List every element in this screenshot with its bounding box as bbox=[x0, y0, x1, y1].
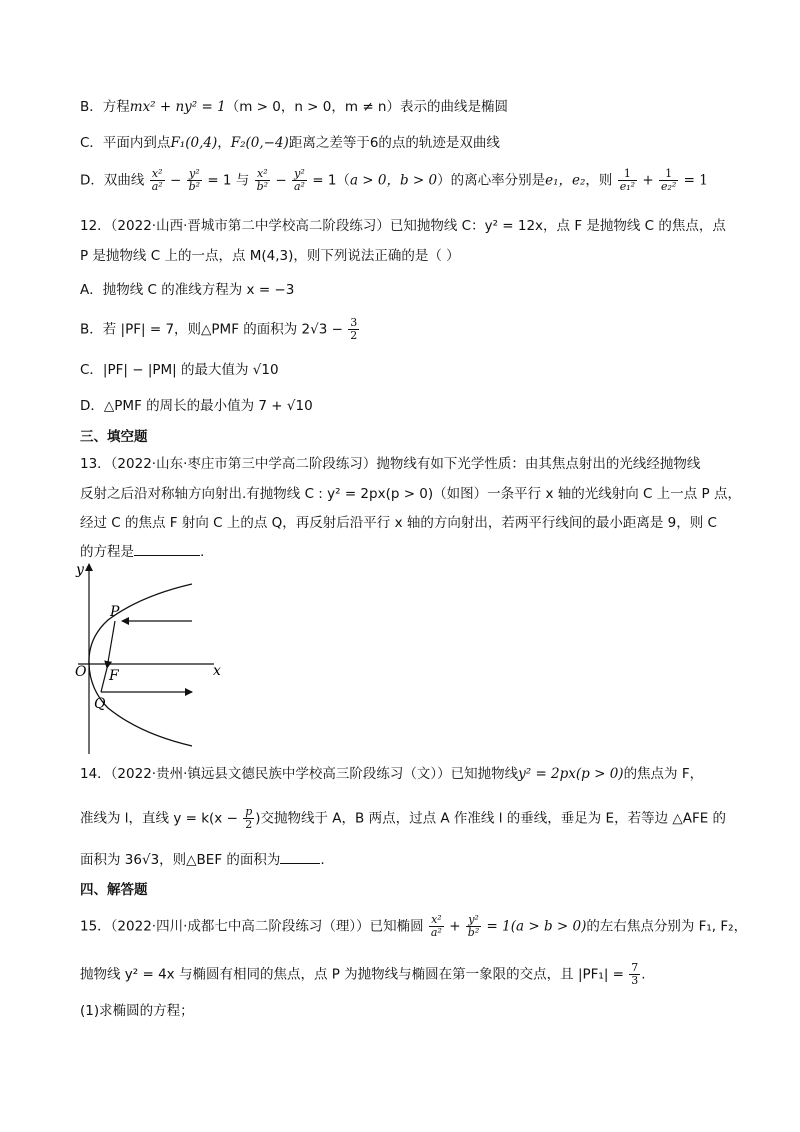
fraction: $\frac{\text{y²}}{\text{a²}}$ bbox=[293, 167, 305, 193]
label-p: P bbox=[110, 604, 120, 620]
q11-option-d: D．双曲线 $\frac{\text{x²}}{\text{a²}}$ − $\frac{\text{y²}}{\text{b²}}$ = 1 与 $\frac{\text{x²}}{\text{b²}}$ − $\frac{\text{y²}}{\text{a²}}$ = 1（a > 0，b > 0）的离心率分别是e₁，e₂，则 $\frac{1}{\text{e₁²}}$ + $\frac{1}{\text{e₂²}}$ = 1 bbox=[80, 167, 708, 193]
fraction: $\frac{\text{y²}}{\text{b²}}$ bbox=[188, 167, 201, 193]
q12-option-c: C．|PF| − |PM| 的最大值为 √10 bbox=[80, 362, 279, 378]
label-o: O bbox=[75, 664, 87, 680]
answer-blank[interactable] bbox=[134, 541, 200, 556]
fraction: $\frac{3}{2}$ bbox=[350, 316, 358, 342]
section-title-fill-in: 三、填空题 bbox=[80, 429, 148, 445]
q15-line1: 15．（2022·四川·成都七中高二阶段练习（理））已知椭圆 $\frac{\text{x²}}{\text{a²}}$ + $\frac{\text{y²}}{\text{b²}}$ = 1(a > b > 0)的左右焦点分别为 F₁, F₂， bbox=[80, 913, 748, 939]
q13-line1: 13．（2022·山东·枣庄市第三中学高二阶段练习）抛物线有如下光学性质：由其焦点射出的光线经抛物线 bbox=[80, 456, 701, 472]
q13-line2: 反射之后沿对称轴方向射出.有抛物线 C : y² = 2px(p > 0)（如图）一条平行 x 轴的光线射向 C 上一点 P 点， bbox=[80, 486, 741, 502]
q13-line4: 的方程是 . bbox=[80, 541, 204, 562]
q11-option-c: C．平面内到点F₁(0,4)，F₂(0,−4)距离之差等于6的点的轨迹是双曲线 bbox=[80, 135, 500, 151]
q14-line1: 14．（2022·贵州·镇远县文德民族中学校高三阶段练习（文））已知抛物线y² = 2px(p > 0)的焦点为 F， bbox=[80, 766, 704, 782]
fraction: $\frac{p}{2}$ bbox=[245, 805, 253, 831]
fraction: $\frac{\text{y²}}{\text{b²}}$ bbox=[467, 913, 480, 939]
q13-line3: 经过 C 的焦点 F 射向 C 上的点 Q，再反射后沿平行 x 轴的方向射出，若两平行线间的最小距离是 9，则 C bbox=[80, 515, 717, 531]
section-title-answer: 四、解答题 bbox=[80, 882, 148, 898]
q12-option-a: A．抛物线 C 的准线方程为 x = −3 bbox=[80, 282, 295, 298]
q12-option-b: B．若 |PF| = 7，则△PMF 的面积为 2√3 − $\frac{3}{2}$ bbox=[80, 316, 358, 342]
q12-stem-line1: 12．（2022·山西·晋城市第二中学校高二阶段练习）已知抛物线 C：y² = 12x，点 F 是抛物线 C 的焦点，点 bbox=[80, 218, 726, 234]
label-f: F bbox=[109, 668, 119, 684]
fraction: $\frac{\text{x²}}{\text{a²}}$ bbox=[151, 167, 163, 193]
label-q: Q bbox=[94, 696, 106, 712]
q11-option-b: B．方程mx² + ny² = 1（m > 0，n > 0，m ≠ n）表示的曲线是椭圆 bbox=[80, 99, 508, 115]
q15-part1: (1)求椭圆的方程； bbox=[80, 1003, 194, 1019]
parabola-figure bbox=[70, 558, 240, 758]
q14-line2: 准线为 l，直线 y = k(x − $\frac{p}{2}$ )交抛物线于 A，B 两点，过点 A 作准线 l 的垂线，垂足为 E，若等边 △AFE 的 bbox=[80, 805, 727, 831]
fraction: $\frac{\text{x²}}{\text{a²}}$ bbox=[430, 913, 442, 939]
reflected-ray-p-f bbox=[107, 621, 115, 668]
parabola-curve bbox=[89, 584, 192, 746]
reflected-ray-f-q bbox=[101, 668, 107, 692]
q12-stem-line2: P 是抛物线 C 上的一点，点 M(4,3)，则下列说法正确的是（ ） bbox=[80, 248, 460, 264]
q15-line2: 抛物线 y² = 4x 与椭圆有相同的焦点，点 P 为抛物线与椭圆在第一象限的交点，且 |PF₁| = $\frac{7}{3}$ . bbox=[80, 961, 646, 987]
q14-line3: 面积为 36√3，则△BEF 的面积为 . bbox=[80, 849, 325, 870]
answer-blank[interactable] bbox=[280, 849, 320, 864]
label-x: x bbox=[213, 663, 221, 679]
fraction: $\frac{\text{x²}}{\text{b²}}$ bbox=[256, 167, 269, 193]
fraction: $\frac{1}{\text{e₁²}}$ bbox=[619, 167, 636, 193]
label-y: y bbox=[76, 562, 84, 578]
q12-option-d: D．△PMF 的周长的最小值为 7 + √10 bbox=[80, 398, 313, 414]
fraction: $\frac{7}{3}$ bbox=[631, 961, 639, 987]
fraction: $\frac{1}{\text{e₂²}}$ bbox=[660, 167, 677, 193]
